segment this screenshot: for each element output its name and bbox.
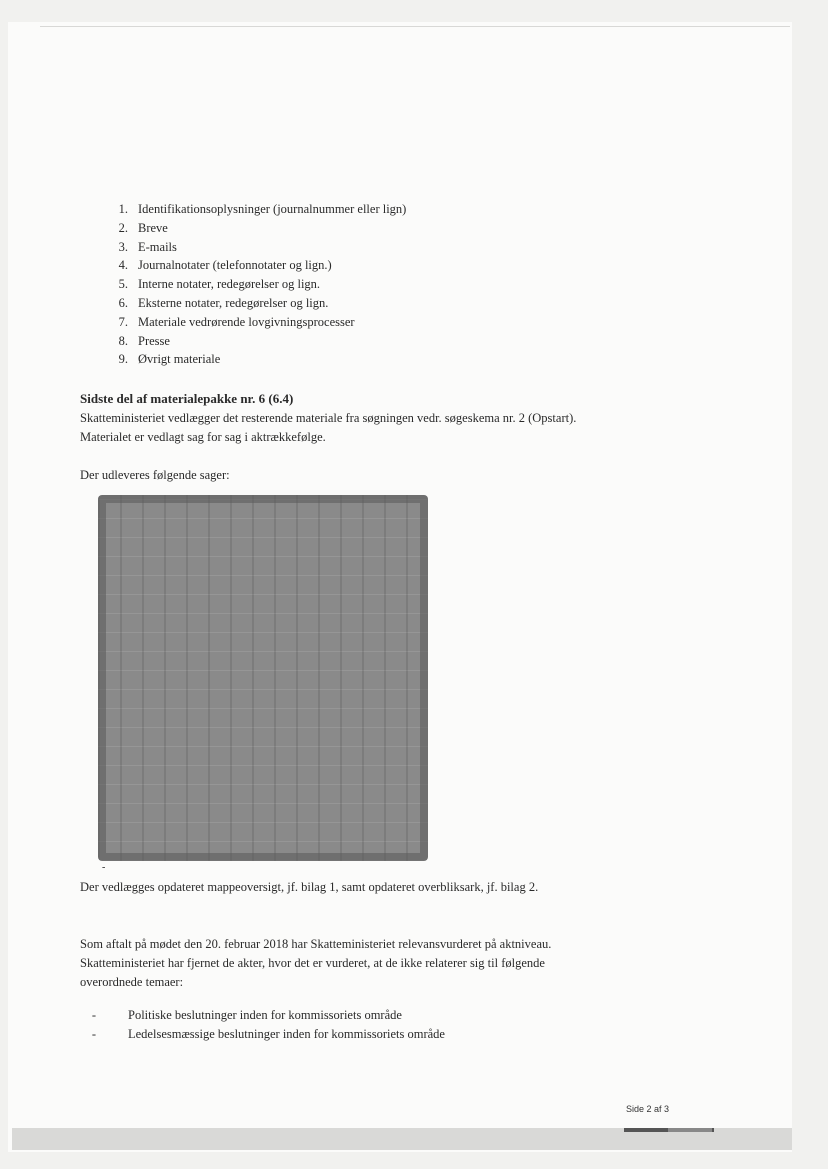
list-item: 9. Øvrigt materiale — [118, 352, 221, 367]
paragraph-attachments: Der vedlægges opdateret mappeoversigt, jf. bilag 1, samt opdateret overbliksark, jf. bilag 2. — [80, 880, 539, 894]
bottom-bar-accent — [668, 1128, 712, 1132]
dash-mark: - — [102, 862, 106, 873]
list-item: 1. Identifikationsoplysninger (journalnummer eller lign) — [118, 202, 407, 216]
list-item: - Ledelsesmæssige beslutninger inden for kommissoriets område — [91, 1027, 445, 1041]
page-number: Side 2 af 3 — [626, 1104, 670, 1114]
theme-list — [80, 1008, 445, 1046]
list-item: 7. Materiale vedrørende lovgivningsprocesser — [118, 314, 355, 329]
list-item: 3. E-mails — [118, 239, 177, 254]
paragraph-relevance: Som aftalt på mødet den 20. februar 2018 har Skatteministeriet relevansvurderet på aktniveau. Skatteministeriet har fjernet de akter, hvor det er vurderet, at de ikke relaterer sig til følgende overordnede temaer: — [80, 937, 552, 989]
paragraph-intro: Skatteministeriet vedlægger det resterende materiale fra søgningen vedr. søgeskema nr. 2 (Opstart). Materialet er vedlagt sag for sag i aktrækkefølge. — [80, 411, 577, 444]
section-heading: Sidste del af materialepakke nr. 6 (6.4) — [80, 391, 294, 406]
top-rule — [40, 26, 790, 27]
paragraph-cases: Der udleveres følgende sager: — [80, 468, 230, 482]
category-list — [80, 202, 406, 371]
list-item: 5. Interne notater, redegørelser og lign. — [118, 277, 321, 292]
list-item: - Politiske beslutninger inden for kommissoriets område — [91, 1008, 402, 1022]
list-item: 2. Breve — [118, 220, 168, 235]
list-item: 8. Presse — [118, 333, 170, 348]
list-item: 6. Eksterne notater, redegørelser og lign. — [118, 295, 329, 310]
list-item: 4. Journalnotater (telefonnotater og lign.) — [118, 258, 332, 273]
redacted-table-block — [98, 495, 428, 861]
